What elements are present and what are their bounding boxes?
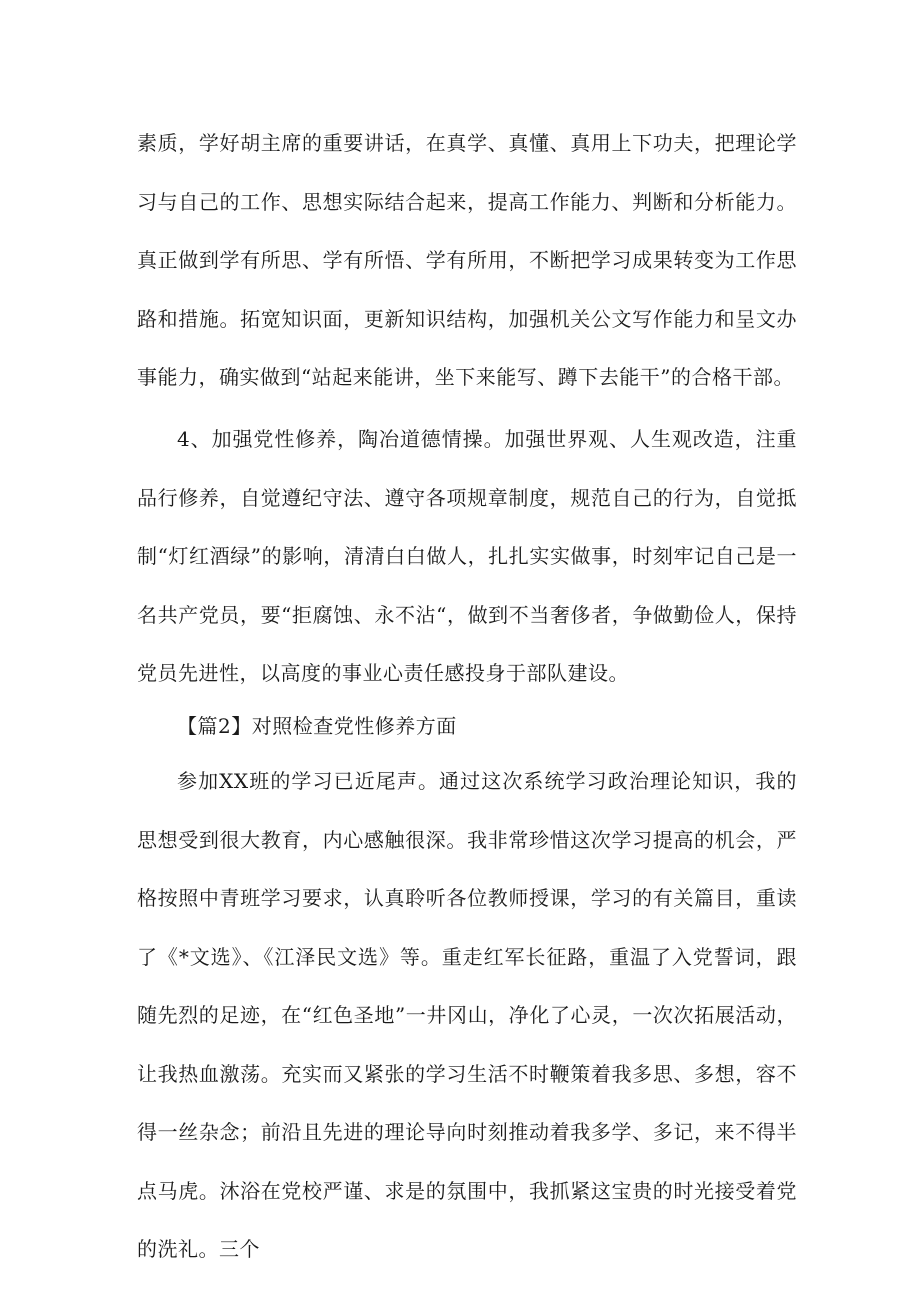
section-heading: 【篇2】对照检查党性修养方面 xyxy=(177,714,457,738)
body-paragraph-3: 参加XX班的学习已近尾声。通过这次系统学习政治理论知识，我的思想受到很大教育，内心感触很深。我非常珍惜这次学习提高的机会，严格按照中青班学习要求，认真聆听各位教师授课，学习的有关篇目，重读了《*文选》、《江泽民文选》等。重走红军长征路，重温了入党誓词，跟随先烈的足迹，在“红色圣地”一井冈山，净化了心灵，一次次拓展活动，让我热血激荡。充实而又紧张的学习生活不时鞭策着我多思、多想，容不得一丝杂念；前沿且先进的理论导向时刻推动着我多学、多记，来不得半点马虎。沐浴在党校严谨、求是的氛围中，我抓紧这宝贵的时光接受着党的洗礼。三个 xyxy=(137,769,797,1261)
body-paragraph-2: 4、加强党性修养，陶冶道德情操。加强世界观、人生观改造，注重品行修养，自觉遵纪守法、遵守各项规章制度，规范自己的行为，自觉抵制“灯红酒绿”的影响，清清白白做人，扎扎实实做事，时刻牢记自己是一名共产党员，要“拒腐蚀、永不沾“，做到不当奢侈者，争做勤俭人，保持党员先进性，以高度的事业心责任感投身于部队建设。 xyxy=(137,427,797,685)
body-paragraph-1: 素质，学好胡主席的重要讲话，在真学、真懂、真用上下功夫，把理论学习与自己的工作、思想实际结合起来，提高工作能力、判断和分析能力。真正做到学有所思、学有所悟、学有所用，不断把学习成果转变为工作思路和措施。拓宽知识面，更新知识结构，加强机关公文写作能力和呈文办事能力，确实做到“站起来能讲，坐下来能写、蹲下去能干”的合格干部。 xyxy=(137,131,797,389)
